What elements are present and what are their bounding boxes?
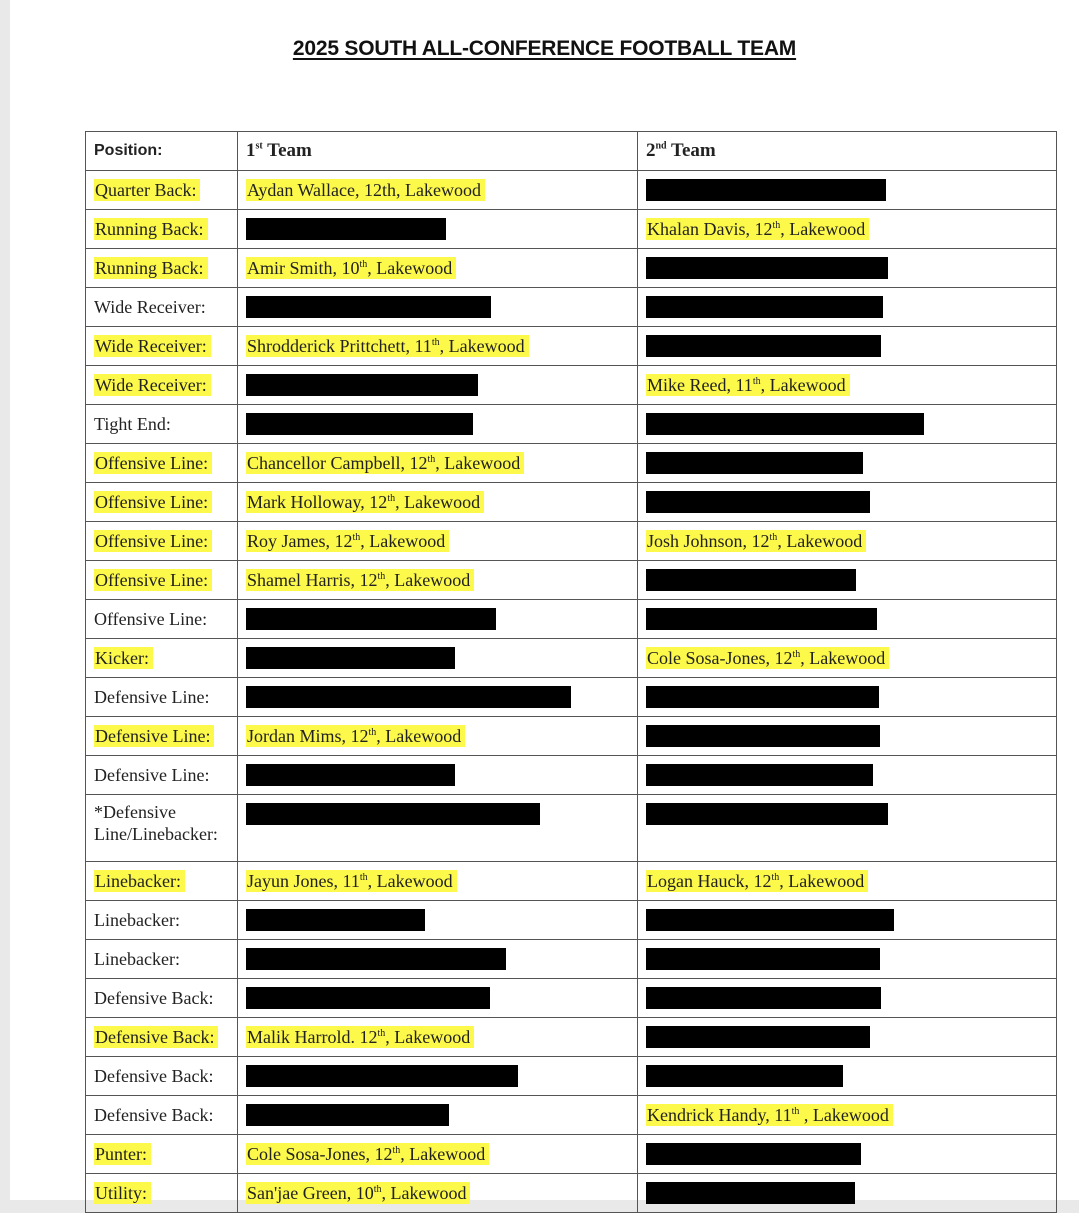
first-team-player: Mark Holloway, 12th, Lakewood bbox=[246, 491, 484, 513]
table-row bbox=[86, 1057, 1057, 1096]
second-team-player: Kendrick Handy, 11th , Lakewood bbox=[646, 1104, 893, 1126]
first-team-cell bbox=[238, 678, 638, 717]
position-label: Defensive Line: bbox=[94, 686, 210, 707]
table-row bbox=[86, 1096, 1057, 1135]
position-cell bbox=[86, 940, 238, 979]
position-label: Wide Receiver: bbox=[94, 374, 211, 396]
second-team-cell bbox=[638, 522, 1057, 561]
redaction-bar bbox=[646, 413, 924, 435]
second-team-cell bbox=[638, 678, 1057, 717]
redaction-bar bbox=[246, 647, 455, 669]
first-team-cell bbox=[238, 288, 638, 327]
table-row bbox=[86, 1174, 1057, 1213]
second-team-cell bbox=[638, 901, 1057, 940]
second-team-cell bbox=[638, 483, 1057, 522]
position-label: Offensive Line: bbox=[94, 608, 208, 629]
position-label: Offensive Line: bbox=[94, 569, 212, 591]
table-row bbox=[86, 600, 1057, 639]
redaction-bar bbox=[646, 179, 886, 201]
position-cell bbox=[86, 600, 238, 639]
second-team-cell bbox=[638, 249, 1057, 288]
second-team-cell bbox=[638, 940, 1057, 979]
second-team-cell bbox=[638, 444, 1057, 483]
table-row bbox=[86, 756, 1057, 795]
table-row bbox=[86, 561, 1057, 600]
position-label: Kicker: bbox=[94, 647, 153, 669]
first-team-cell bbox=[238, 171, 638, 210]
second-team-cell bbox=[638, 327, 1057, 366]
first-team-cell bbox=[238, 940, 638, 979]
second-team-cell bbox=[638, 210, 1057, 249]
redaction-bar bbox=[646, 987, 881, 1009]
first-team-cell bbox=[238, 979, 638, 1018]
redaction-bar bbox=[246, 803, 540, 825]
first-team-cell bbox=[238, 756, 638, 795]
redaction-bar bbox=[646, 764, 873, 786]
position-label: Defensive Back: bbox=[94, 1065, 214, 1086]
second-team-cell bbox=[638, 1135, 1057, 1174]
redaction-bar bbox=[246, 948, 506, 970]
position-cell bbox=[86, 171, 238, 210]
position-label: Offensive Line: bbox=[94, 491, 212, 513]
position-cell bbox=[86, 979, 238, 1018]
first-team-cell bbox=[238, 327, 638, 366]
position-cell bbox=[86, 288, 238, 327]
first-team-cell bbox=[238, 405, 638, 444]
second-team-cell bbox=[638, 862, 1057, 901]
first-team-cell bbox=[238, 1174, 638, 1213]
position-cell bbox=[86, 1135, 238, 1174]
position-cell bbox=[86, 1096, 238, 1135]
position-label: Running Back: bbox=[94, 257, 208, 279]
table-row bbox=[86, 522, 1057, 561]
first-team-cell bbox=[238, 1057, 638, 1096]
table-row bbox=[86, 1135, 1057, 1174]
position-cell bbox=[86, 639, 238, 678]
redaction-bar bbox=[246, 686, 571, 708]
position-cell bbox=[86, 444, 238, 483]
second-team-cell bbox=[638, 1096, 1057, 1135]
second-team-cell bbox=[638, 795, 1057, 862]
second-team-player: Cole Sosa-Jones, 12th, Lakewood bbox=[646, 647, 889, 669]
table-row bbox=[86, 405, 1057, 444]
position-label: *Defensive Line/Linebacker: bbox=[94, 802, 218, 844]
redaction-bar bbox=[646, 1182, 855, 1204]
second-team-cell bbox=[638, 717, 1057, 756]
position-label: Defensive Line: bbox=[94, 764, 210, 785]
second-team-cell bbox=[638, 979, 1057, 1018]
redaction-bar bbox=[246, 218, 446, 240]
position-cell bbox=[86, 327, 238, 366]
position-label: Quarter Back: bbox=[94, 179, 200, 201]
position-label: Running Back: bbox=[94, 218, 208, 240]
second-team-cell bbox=[638, 366, 1057, 405]
first-team-cell bbox=[238, 1135, 638, 1174]
first-team-cell bbox=[238, 1018, 638, 1057]
table-row bbox=[86, 327, 1057, 366]
redaction-bar bbox=[246, 413, 473, 435]
first-team-player: Aydan Wallace, 12th, Lakewood bbox=[246, 179, 485, 201]
second-team-player: Mike Reed, 11th, Lakewood bbox=[646, 374, 850, 396]
roster-table bbox=[85, 131, 1057, 1213]
table-row bbox=[86, 249, 1057, 288]
redaction-bar bbox=[646, 452, 863, 474]
redaction-bar bbox=[246, 374, 478, 396]
first-team-cell bbox=[238, 795, 638, 862]
redaction-bar bbox=[246, 296, 491, 318]
table-row bbox=[86, 1018, 1057, 1057]
redaction-bar bbox=[246, 608, 496, 630]
redaction-bar bbox=[246, 1065, 518, 1087]
position-cell bbox=[86, 756, 238, 795]
first-team-cell bbox=[238, 862, 638, 901]
position-label: Defensive Line: bbox=[94, 725, 214, 747]
document-title: 2025 SOUTH ALL-CONFERENCE FOOTBALL TEAM bbox=[292, 37, 797, 60]
second-team-player: Khalan Davis, 12th, Lakewood bbox=[646, 218, 869, 240]
redaction-bar bbox=[246, 909, 425, 931]
first-team-cell bbox=[238, 1096, 638, 1135]
position-cell bbox=[86, 1174, 238, 1213]
first-team-cell bbox=[238, 600, 638, 639]
table-row bbox=[86, 639, 1057, 678]
table-row bbox=[86, 979, 1057, 1018]
second-team-cell bbox=[638, 405, 1057, 444]
table-row bbox=[86, 678, 1057, 717]
redaction-bar bbox=[646, 608, 877, 630]
position-label: Utility: bbox=[94, 1182, 151, 1204]
position-label: Wide Receiver: bbox=[94, 335, 211, 357]
document-page bbox=[10, 0, 1079, 1203]
redaction-bar bbox=[646, 335, 881, 357]
second-team-cell bbox=[638, 639, 1057, 678]
position-header: Position: bbox=[86, 132, 238, 171]
second-team-cell bbox=[638, 756, 1057, 795]
first-team-player: Amir Smith, 10th, Lakewood bbox=[246, 257, 456, 279]
first-team-cell bbox=[238, 522, 638, 561]
position-cell bbox=[86, 561, 238, 600]
position-label: Defensive Back: bbox=[94, 1104, 214, 1125]
first-team-player: Jayun Jones, 11th, Lakewood bbox=[246, 870, 457, 892]
first-team-cell bbox=[238, 901, 638, 940]
position-cell bbox=[86, 795, 238, 862]
position-label: Defensive Back: bbox=[94, 1026, 218, 1048]
position-label: Linebacker: bbox=[94, 909, 180, 930]
position-cell bbox=[86, 678, 238, 717]
redaction-bar bbox=[646, 569, 856, 591]
position-cell bbox=[86, 522, 238, 561]
second-team-header: 2nd Team bbox=[638, 132, 1057, 171]
redaction-bar bbox=[646, 257, 888, 279]
table-row bbox=[86, 483, 1057, 522]
second-team-cell bbox=[638, 1057, 1057, 1096]
table-row bbox=[86, 901, 1057, 940]
redaction-bar bbox=[646, 803, 888, 825]
table-row bbox=[86, 795, 1057, 862]
second-team-cell bbox=[638, 561, 1057, 600]
second-team-player: Josh Johnson, 12th, Lakewood bbox=[646, 530, 866, 552]
position-label: Punter: bbox=[94, 1143, 151, 1165]
table-row bbox=[86, 940, 1057, 979]
position-label: Offensive Line: bbox=[94, 452, 212, 474]
position-cell bbox=[86, 862, 238, 901]
first-team-player: Chancellor Campbell, 12th, Lakewood bbox=[246, 452, 524, 474]
position-label: Tight End: bbox=[94, 413, 171, 434]
first-team-cell bbox=[238, 639, 638, 678]
redaction-bar bbox=[646, 686, 879, 708]
redaction-bar bbox=[646, 948, 880, 970]
redaction-bar bbox=[646, 909, 894, 931]
redaction-bar bbox=[246, 987, 490, 1009]
first-team-cell bbox=[238, 366, 638, 405]
redaction-bar bbox=[646, 491, 870, 513]
table-row bbox=[86, 288, 1057, 327]
first-team-player: Shrodderick Prittchett, 11th, Lakewood bbox=[246, 335, 529, 357]
header-row bbox=[86, 132, 1057, 171]
second-team-cell bbox=[638, 1018, 1057, 1057]
second-team-cell bbox=[638, 288, 1057, 327]
redaction-bar bbox=[646, 1143, 861, 1165]
first-team-player: Shamel Harris, 12th, Lakewood bbox=[246, 569, 474, 591]
first-team-cell bbox=[238, 561, 638, 600]
position-cell bbox=[86, 1018, 238, 1057]
position-label: Linebacker: bbox=[94, 948, 180, 969]
position-label: Wide Receiver: bbox=[94, 296, 206, 317]
table-row bbox=[86, 717, 1057, 756]
first-team-player: Roy James, 12th, Lakewood bbox=[246, 530, 449, 552]
first-team-player: San'jae Green, 10th, Lakewood bbox=[246, 1182, 470, 1204]
position-cell bbox=[86, 249, 238, 288]
first-team-cell bbox=[238, 210, 638, 249]
first-team-player: Malik Harrold. 12th, Lakewood bbox=[246, 1026, 474, 1048]
position-label: Offensive Line: bbox=[94, 530, 212, 552]
redaction-bar bbox=[246, 1104, 449, 1126]
position-cell bbox=[86, 210, 238, 249]
position-label: Linebacker: bbox=[94, 870, 185, 892]
first-team-player: Jordan Mims, 12th, Lakewood bbox=[246, 725, 465, 747]
first-team-cell bbox=[238, 717, 638, 756]
table-row bbox=[86, 366, 1057, 405]
position-label: Defensive Back: bbox=[94, 987, 214, 1008]
position-cell bbox=[86, 366, 238, 405]
table-row bbox=[86, 444, 1057, 483]
second-team-cell bbox=[638, 1174, 1057, 1213]
redaction-bar bbox=[646, 1026, 870, 1048]
position-cell bbox=[86, 483, 238, 522]
second-team-cell bbox=[638, 171, 1057, 210]
table-row bbox=[86, 210, 1057, 249]
first-team-player: Cole Sosa-Jones, 12th, Lakewood bbox=[246, 1143, 489, 1165]
second-team-cell bbox=[638, 600, 1057, 639]
first-team-cell bbox=[238, 444, 638, 483]
redaction-bar bbox=[246, 764, 455, 786]
position-cell bbox=[86, 717, 238, 756]
redaction-bar bbox=[646, 296, 883, 318]
redaction-bar bbox=[646, 1065, 843, 1087]
second-team-player: Logan Hauck, 12th, Lakewood bbox=[646, 870, 868, 892]
table-row bbox=[86, 862, 1057, 901]
table-row bbox=[86, 171, 1057, 210]
redaction-bar bbox=[646, 725, 880, 747]
first-team-cell bbox=[238, 249, 638, 288]
position-cell bbox=[86, 901, 238, 940]
first-team-cell bbox=[238, 483, 638, 522]
position-cell bbox=[86, 1057, 238, 1096]
first-team-header: 1st Team bbox=[238, 132, 638, 171]
position-cell bbox=[86, 405, 238, 444]
